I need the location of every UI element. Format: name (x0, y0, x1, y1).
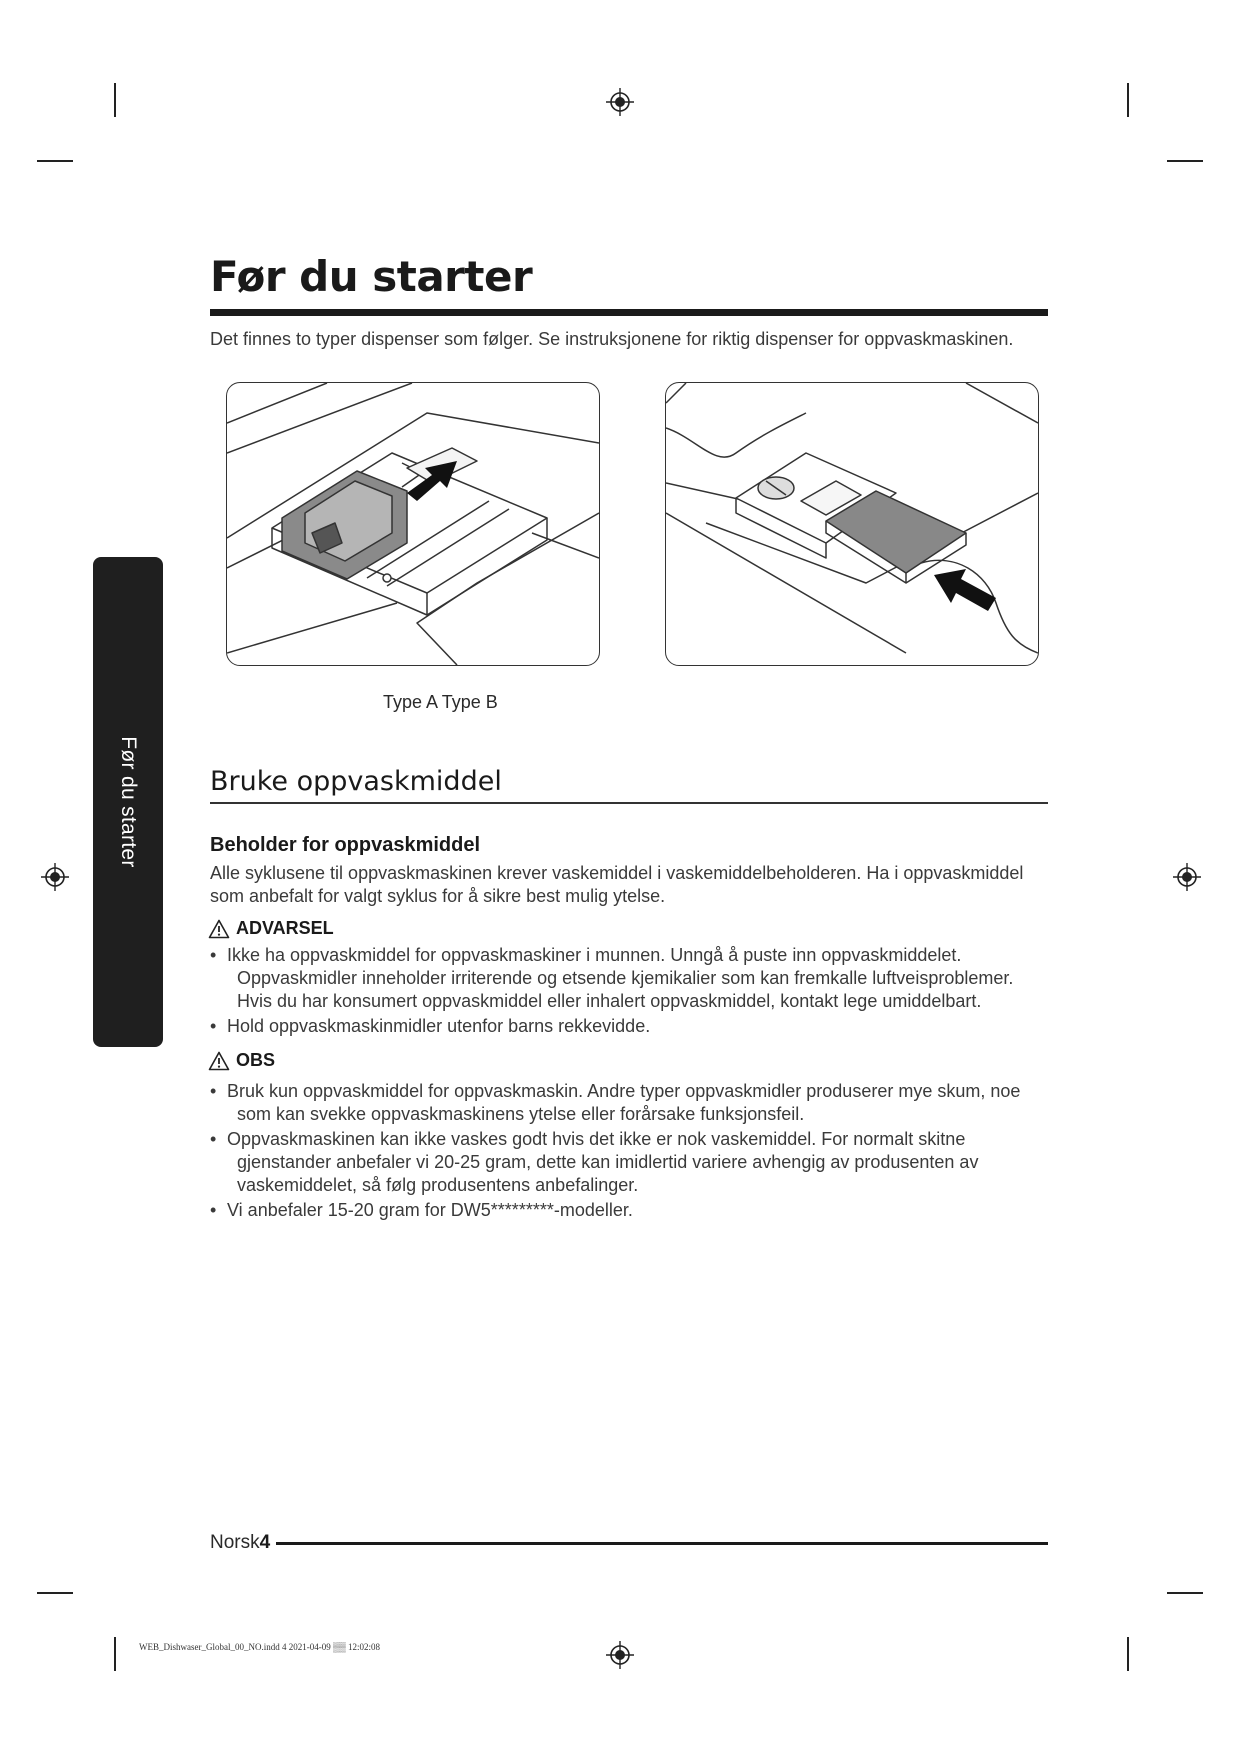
crop-mark (1127, 83, 1129, 117)
list-item (210, 944, 1050, 1013)
list-item (210, 1199, 1050, 1222)
title-divider (210, 309, 1048, 316)
bullet: • (210, 945, 217, 965)
crop-mark (114, 1637, 116, 1671)
bullet: • (210, 1081, 217, 1101)
list-item (210, 1080, 1050, 1126)
list-item (210, 1128, 1050, 1197)
footer-language: Norsk (210, 1532, 260, 1553)
crop-mark (1127, 1637, 1129, 1671)
bullet: • (210, 1016, 217, 1036)
list-item-text: Ikke ha oppvaskmiddel for oppvaskmaskiner i munnen. Unngå å puste inn oppvaskmiddelet. (227, 945, 962, 965)
dispenser-type-b-illustration (665, 382, 1039, 666)
crop-mark (114, 83, 116, 117)
description-paragraph: Alle syklusene til oppvaskmaskinen krever vaskemiddel i vaskemiddelbeholderen. Ha i oppvaskmiddel som anbefalt for valgt syklus for å sikre best mulig ytelse. (210, 863, 1024, 906)
list-item-text: Oppvaskmaskinen kan ikke vaskes godt hvis det ikke er nok vaskemiddel. For normalt skitne (227, 1129, 966, 1149)
registration-mark-icon (605, 1640, 635, 1670)
crop-mark (37, 1592, 73, 1594)
crop-mark (1167, 160, 1203, 162)
registration-mark-icon (1172, 862, 1202, 892)
warning-label: ADVARSEL (236, 918, 334, 938)
registration-mark-icon (40, 862, 70, 892)
list-item-continuation: Oppvaskmidler inneholder irriterende og etsende kjemikalier som kan fremkalle luftveisproblemer. Hvis du har konsumert oppvaskmiddel eller inhalert oppvaskmiddel, kontakt lege umiddelbart. (237, 968, 1014, 1011)
section-heading: Bruke oppvaskmiddel (210, 766, 502, 797)
section-divider (210, 802, 1048, 804)
page-number: 4 (259, 1532, 271, 1553)
page-title: Før du starter (210, 252, 533, 301)
intro-text: Det finnes to typer dispenser som følger. Se instruksjonene for riktig dispenser for oppvaskmaskinen. (210, 329, 1014, 349)
caution-list (210, 1080, 1050, 1224)
side-tab-label: Før du starter (117, 736, 140, 868)
list-item-text: Vi anbefaler 15-20 gram for DW5*********-modeller. (227, 1200, 633, 1220)
list-item-text: Hold oppvaskmaskinmidler utenfor barns rekkevidde. (227, 1016, 651, 1036)
figure-caption: Type A Type B (383, 692, 498, 712)
page-footer (210, 1532, 270, 1554)
warning-triangle-icon (208, 919, 230, 939)
caution-label: OBS (236, 1050, 276, 1070)
caution-heading (208, 1050, 275, 1071)
list-item (210, 1015, 1050, 1038)
list-item-continuation: som kan svekke oppvaskmaskinens ytelse eller forårsake funksjonsfeil. (237, 1104, 805, 1124)
list-item-text: Bruk kun oppvaskmiddel for oppvaskmaskin. Andre typer oppvaskmidler produserer mye skum, noe (227, 1081, 1021, 1101)
side-section-tab (93, 557, 163, 1047)
list-item-continuation: gjenstander anbefaler vi 20-25 gram, dette kan imidlertid variere avhengig av produsenten av vaskemiddelet, så følg produsentens anbefalinger. (237, 1152, 979, 1195)
warning-list (210, 944, 1050, 1040)
print-slug: WEB_Dishwaser_Global_00_NO.indd 4 2021-04-09 ▒▒ 12:02:08 (139, 1642, 380, 1652)
registration-mark-icon (605, 87, 635, 117)
caution-triangle-icon (208, 1051, 230, 1071)
bullet: • (210, 1200, 217, 1220)
dispenser-type-a-illustration (226, 382, 600, 666)
warning-heading (208, 918, 334, 939)
crop-mark (37, 160, 73, 162)
crop-mark (1167, 1592, 1203, 1594)
footer-divider (276, 1542, 1048, 1545)
bullet: • (210, 1129, 217, 1149)
subheading: Beholder for oppvaskmiddel (210, 834, 481, 856)
